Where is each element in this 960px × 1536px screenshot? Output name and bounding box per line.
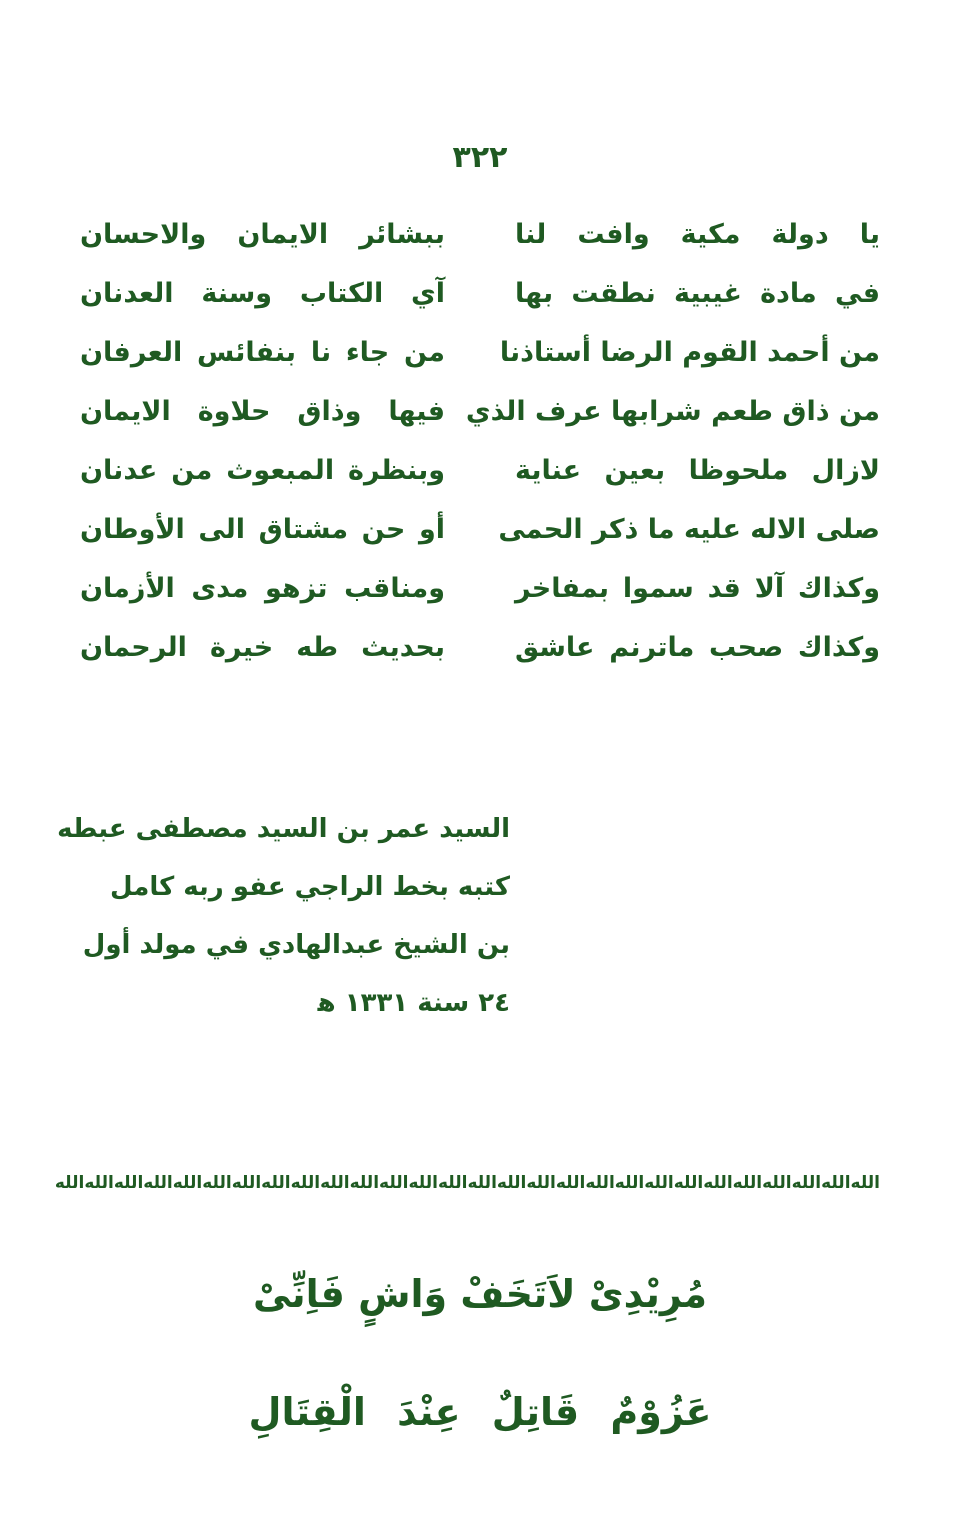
verse-second-hemistich: أو حن مشتاق الى الأوطان	[80, 514, 445, 545]
verse-second-hemistich: ببشائر الايمان والاحسان	[80, 219, 445, 250]
ornament-word: الله	[379, 1173, 409, 1193]
ornament-word: الله	[496, 1173, 527, 1193]
verse-first-hemistich: في مادة غيبية نطقت بها	[515, 278, 880, 309]
colophon-line: السيد عمر بن السيد مصطفى عبطه	[57, 814, 510, 844]
ornament-word: الله	[261, 1173, 291, 1193]
verse-second-hemistich: فيها وذاق حلاوة الايمان	[80, 396, 445, 427]
colophon-line: بن الشيخ عبدالهادي في مولد أول	[82, 930, 510, 960]
ornament-word: الله	[762, 1173, 792, 1193]
verse	[80, 382, 880, 441]
ornament-word: الله	[555, 1173, 586, 1193]
colophon-line: كتبه بخط الراجي عفو ربه كامل	[110, 872, 510, 902]
ornament-word: الله	[585, 1173, 615, 1193]
verse-second-hemistich: ومناقب تزهو مدى الأزمان	[80, 573, 445, 604]
ornament-word: الله	[172, 1173, 203, 1193]
ornament-word: الله	[231, 1173, 262, 1193]
ornament-word: الله	[349, 1173, 380, 1193]
ornament-word: الله	[614, 1173, 645, 1193]
ornament-word: الله	[113, 1173, 144, 1193]
closing-verse-line-1: مُرِيْدِىْ لاَتَخَفْ وَاشٍ فَاِنِّىْ	[252, 1272, 708, 1316]
verse	[80, 264, 880, 323]
ornament-word: الله	[821, 1173, 851, 1193]
verse	[80, 559, 880, 618]
verse-first-hemistich: لازال ملحوظا بعين عناية	[515, 455, 880, 486]
colophon-date: ٢٤ سنة ١٣٣١ ﻫ	[317, 988, 510, 1018]
ornament-word: الله	[54, 1173, 85, 1193]
ornament-word: الله	[408, 1173, 438, 1193]
verse	[80, 205, 880, 264]
verse	[80, 441, 880, 500]
closing-verse-line-2: عَزُوْمٌ قَاتِلٌ عِنْدَ الْقِتَالِ	[248, 1390, 712, 1434]
verse-first-hemistich: صلى الاله عليه ما ذكر الحمى	[498, 514, 880, 545]
verse-second-hemistich: وبنظرة المبعوث من عدنان	[80, 455, 445, 486]
ornamental-border	[54, 1158, 880, 1208]
verse-second-hemistich: بحديث طه خيرة الرحمان	[80, 632, 445, 663]
verse	[80, 618, 880, 677]
verse-second-hemistich: آي الكتاب وسنة العدنان	[80, 278, 445, 309]
ornament-word: الله	[467, 1173, 497, 1193]
verse-first-hemistich: من أحمد القوم الرضا أستاذنا	[499, 337, 880, 368]
ornament-word: الله	[673, 1173, 704, 1193]
colophon	[57, 805, 510, 1037]
verse	[80, 500, 880, 559]
ornament-word: الله	[850, 1173, 880, 1193]
verse-first-hemistich: وكذاك صحب ماترنم عاشق	[515, 632, 880, 663]
ornament-word: الله	[143, 1173, 173, 1193]
ornament-word: الله	[791, 1173, 822, 1193]
ornament-word: الله	[290, 1173, 321, 1193]
verse-first-hemistich: يا دولة مكية وافت لنا	[515, 219, 880, 250]
verse-first-hemistich: وكذاك آلا قد سموا بمفاخر	[515, 573, 880, 604]
verse	[80, 323, 880, 382]
page-number: ٣٢٢	[452, 140, 508, 175]
verse-first-hemistich: من ذاق طعم شرابها عرف الذي	[465, 396, 880, 427]
ornament-word: الله	[202, 1173, 232, 1193]
ornament-word: الله	[84, 1173, 114, 1193]
verse-second-hemistich: من جاء نا بنفائس العرفان	[80, 337, 445, 368]
ornament-word: الله	[703, 1173, 733, 1193]
ornament-word: الله	[526, 1173, 556, 1193]
poem	[80, 205, 880, 677]
ornament-word: الله	[644, 1173, 674, 1193]
ornament-word: الله	[437, 1173, 468, 1193]
ornament-word: الله	[320, 1173, 350, 1193]
ornament-word: الله	[732, 1173, 763, 1193]
